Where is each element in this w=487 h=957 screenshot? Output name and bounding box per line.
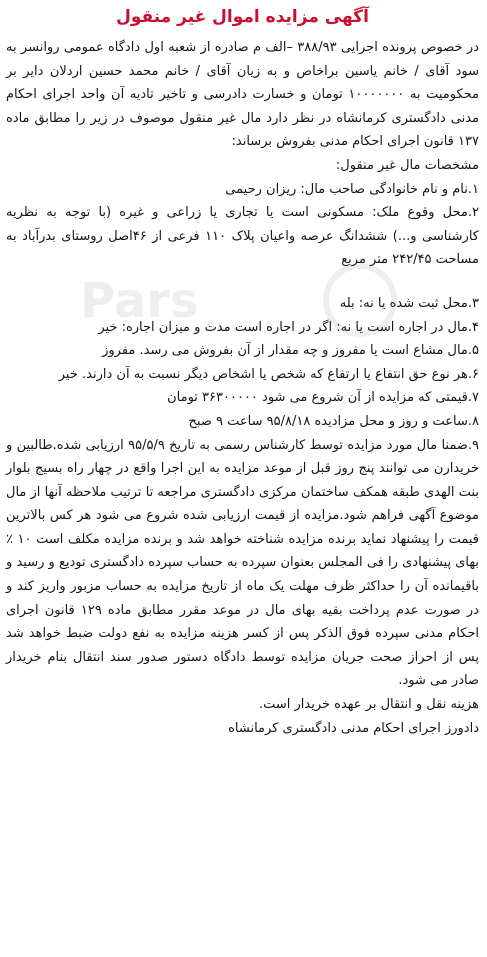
specs-heading: مشخصات مال غیر منقول: bbox=[335, 157, 479, 173]
item-usufruct-rights: ۶.هر نوع حق انتفاع یا ارتفاع که شخص یا اشخاص دیگر نسبت به آن دارند. خیر bbox=[58, 366, 479, 382]
item-lease-status: ۴.مال در اجاره است یا نه: اگر در اجاره است مدت و میزان اجاره: خیر bbox=[98, 319, 479, 335]
item-auction-time-place: ۸.ساعت و روز و محل مزادیده ۹۵/۸/۱۸ ساعت ۹ صبح bbox=[188, 413, 479, 429]
item-shared-or-separate: ۵.مال مشاع است یا مفروز و چه مقدار از آن بفروش می رسد. مفروز bbox=[102, 343, 479, 359]
intro-paragraph: در خصوص پرونده اجرایی ۳۸۸/۹۳ –الف م صادره از شعبه اول دادگاه عمومی روانسر به سود آقای / خانم یاسین براخاص و به زیان آقای / خانم محمد حسین اردلان دایر بر محکومیت به ۱۰۰۰۰۰۰۰ تومان و خسارت دادرسی و تاخیر تادیه آن واحد اجرای احکام مدنی دادگستری کرمانشاه در نظر دارد مال غیر منقول موصوف در زیر را مطابق ماده ۱۳۷ قانون اجرای احکام مدنی بفروش برساند: bbox=[6, 40, 479, 150]
fee-note: هزینه نقل و انتقال بر عهده خریدار است. bbox=[258, 697, 479, 713]
item-starting-price: ۷.قیمتی که مزایده از آن شروع می شود ۳۶۳۰۰۰۰۰ تومان bbox=[167, 390, 479, 406]
item-property-location: ۲.محل وقوع ملک: مسکونی است یا تجاری یا زراعی و غیره (با توجه به نظریه کارشناسی و...) ششدانگ عرصه واعیان پلاک ۱۱۰ فرعی از ۴۶اصل روستای بدرآباد به مساحت ۲۴۲/۴۵ متر مربع bbox=[6, 205, 479, 268]
signature-line: دادورز اجرای احکام مدنی دادگستری کرمانشاه bbox=[228, 721, 479, 737]
item-auction-terms: ۹.ضمنا مال مورد مزایده توسط کارشناس رسمی به تاریخ ۹۵/۵/۹ ارزیابی شده.طالبین و خریدارن می توانند پنج روز قبل از موعد مزایده به این اجرا واقع در چهار راه بسیج بلوار بنت الهدی طبقه همکف ساختمان مرکزی دادگستری مراجعه تا ترتیب ملاحظه آنها از مال موضوع آگهی فراهم شود.مزایده از قیمت ارزیابی شده شروع می شود هر کس بالاترین قیمت را پیشنهاد نماید برنده مزایده شناخته خواهد شد و برنده مزایده مکلف است ۱۰ ٪ بهای پیشنهادی را فی المجلس بعنوان سپرده به حساب سپرده دادگستری تودیع و رسید و باقیمانده آن را حداکثر ظرف مهلت یک ماه از تاریخ مزایده به حساب مزبور واریز کند و در صورت عدم پرداخت بقیه بهای مال در موعد مقرر مطابق ماده ۱۲۹ قانون اجرای احکام مدنی سپرده فوق الذکر پس از کسر هزینه مزایده به نفع دولت ضبط خواهد شد پس از احراز صحت جریان مزایده توسط دادگاه دستور صدور سند انتقال بنام خریدار صادر می شود. bbox=[6, 437, 480, 689]
spacer bbox=[6, 272, 479, 292]
watermark-text: Pars bbox=[80, 273, 199, 329]
item-registered: ۳.محل ثبت شده یا نه: بله bbox=[339, 295, 479, 311]
notice-title: آگهی مزایده اموال غیر منقول bbox=[116, 7, 369, 27]
item-owner-name: ۱.نام و نام خانوادگی صاحب مال: ریزان رحیمی bbox=[225, 181, 479, 197]
